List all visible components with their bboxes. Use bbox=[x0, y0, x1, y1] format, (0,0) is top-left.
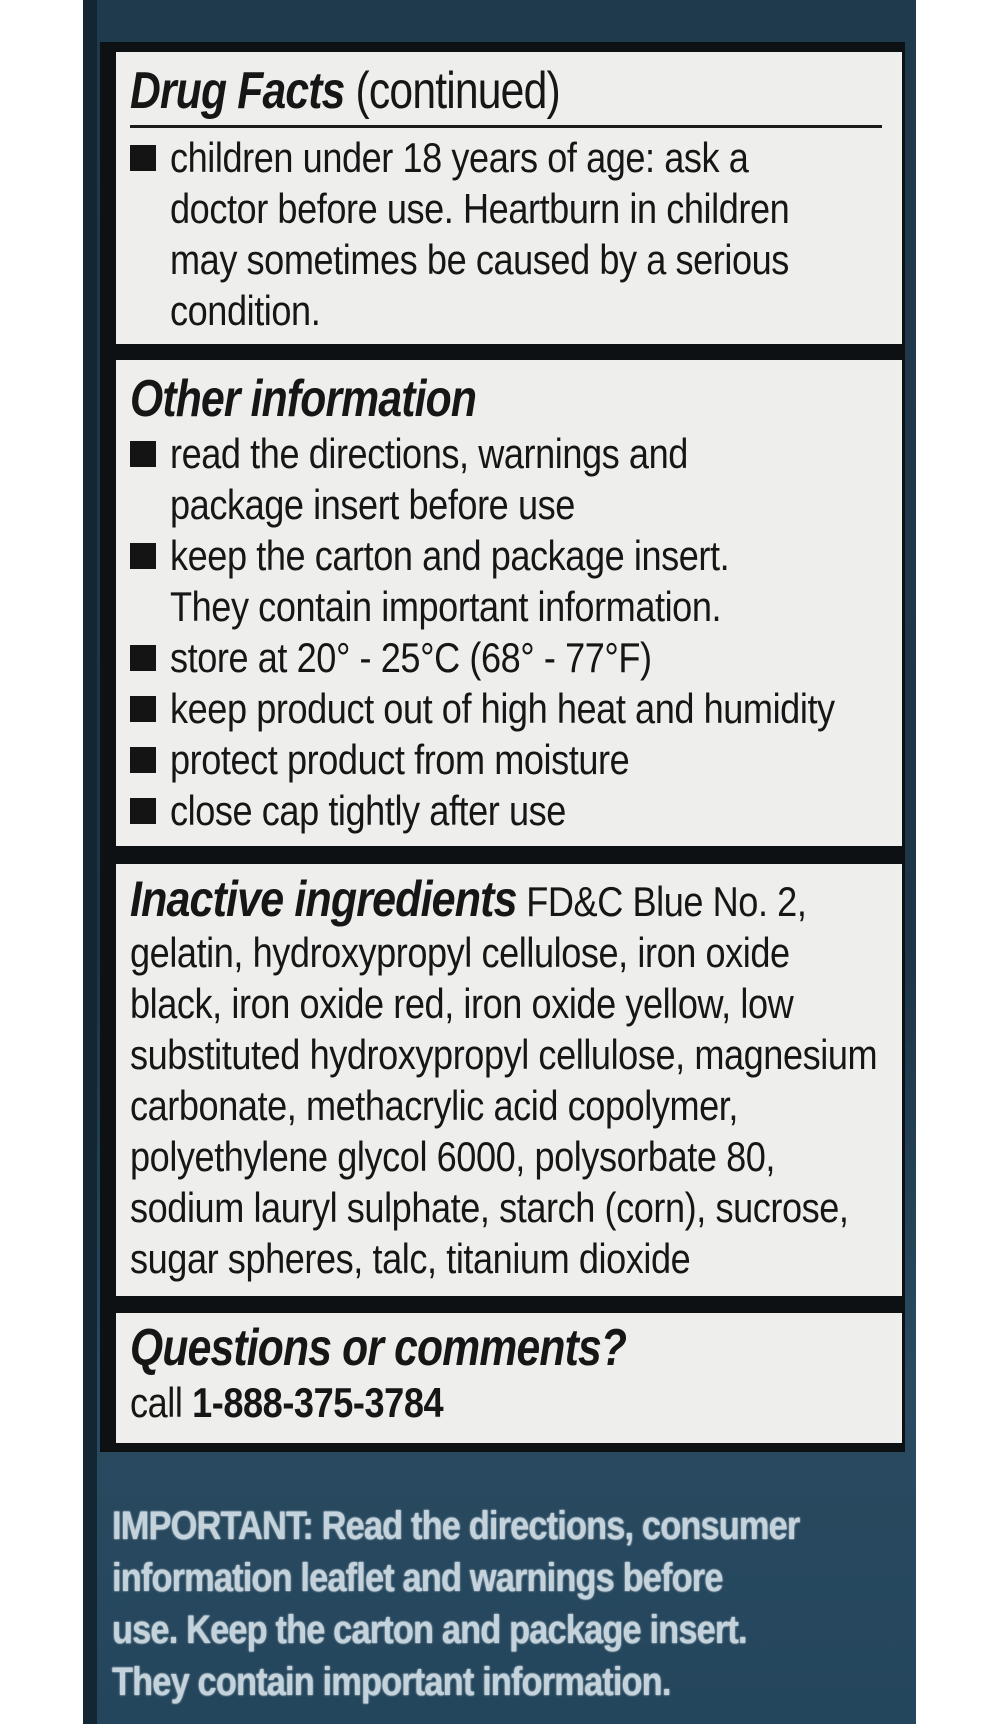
bullet-text: children under 18 years of age: ask a doctor before use. Heartburn in children may sometimes be caused by a serious condition. bbox=[170, 134, 790, 334]
square-bullet-icon bbox=[130, 798, 156, 824]
drug-facts-bullet-list bbox=[130, 132, 888, 336]
ingredient-line: polyethylene glycol 6000, polysorbate 80, bbox=[130, 1133, 776, 1180]
list-item bbox=[130, 632, 888, 683]
inactive-ingredients-panel bbox=[116, 864, 902, 1296]
important-line: information leaflet and warnings before bbox=[112, 1556, 723, 1600]
important-line: IMPORTANT: Read the directions, consumer bbox=[112, 1504, 800, 1548]
other-information-panel bbox=[116, 360, 902, 846]
important-line: use. Keep the carton and package insert. bbox=[112, 1608, 747, 1652]
important-line: They contain important information. bbox=[112, 1660, 671, 1704]
square-bullet-icon bbox=[130, 747, 156, 773]
inactive-ingredients-first-line: FD&C Blue No. 2, bbox=[516, 878, 807, 925]
bullet-text: read the directions, warnings and package insert before use bbox=[170, 430, 688, 528]
ingredient-line: gelatin, hydroxypropyl cellulose, iron oxide bbox=[130, 929, 790, 976]
drug-facts-title-bold: Drug Facts bbox=[130, 62, 345, 120]
bullet-text: keep product out of high heat and humidity bbox=[170, 685, 835, 732]
bullet-text: store at 20° - 25°C (68° - 77°F) bbox=[170, 634, 652, 681]
other-information-list bbox=[130, 428, 888, 836]
questions-heading: Questions or comments? bbox=[130, 1319, 627, 1377]
ingredient-line: carbonate, methacrylic acid copolymer, bbox=[130, 1082, 739, 1129]
square-bullet-icon bbox=[130, 696, 156, 722]
list-item bbox=[130, 132, 888, 336]
drug-facts-continued-panel bbox=[116, 52, 902, 344]
phone-number: 1-888-375-3784 bbox=[192, 1379, 444, 1426]
square-bullet-icon bbox=[130, 145, 156, 171]
questions-panel bbox=[116, 1313, 902, 1443]
square-bullet-icon bbox=[130, 645, 156, 671]
square-bullet-icon bbox=[130, 441, 156, 467]
list-item bbox=[130, 734, 888, 785]
carton-edge bbox=[83, 0, 97, 1724]
call-label: call bbox=[130, 1379, 193, 1426]
list-item bbox=[130, 530, 888, 632]
list-item bbox=[130, 683, 888, 734]
other-information-heading: Other information bbox=[130, 370, 477, 428]
drug-facts-title-continued: (continued) bbox=[344, 62, 560, 120]
drug-facts-title bbox=[130, 52, 882, 128]
inactive-ingredients-text bbox=[130, 871, 878, 1284]
list-item bbox=[130, 785, 888, 836]
square-bullet-icon bbox=[130, 543, 156, 569]
ingredient-line: black, iron oxide red, iron oxide yellow, low bbox=[130, 980, 794, 1027]
list-item bbox=[130, 428, 888, 530]
bullet-text: keep the carton and package insert. They contain important information. bbox=[170, 532, 730, 630]
important-notice bbox=[112, 1500, 817, 1708]
inactive-ingredients-heading: Inactive ingredients bbox=[130, 871, 517, 927]
ingredient-line: sodium lauryl sulphate, starch (corn), sucrose, bbox=[130, 1184, 849, 1231]
questions-call-line bbox=[130, 1377, 782, 1428]
ingredient-line: sugar spheres, talc, titanium dioxide bbox=[130, 1235, 691, 1282]
bullet-text: close cap tightly after use bbox=[170, 787, 566, 834]
bullet-text: protect product from moisture bbox=[170, 736, 630, 783]
ingredient-line: substituted hydroxypropyl cellulose, magnesium bbox=[130, 1031, 878, 1078]
